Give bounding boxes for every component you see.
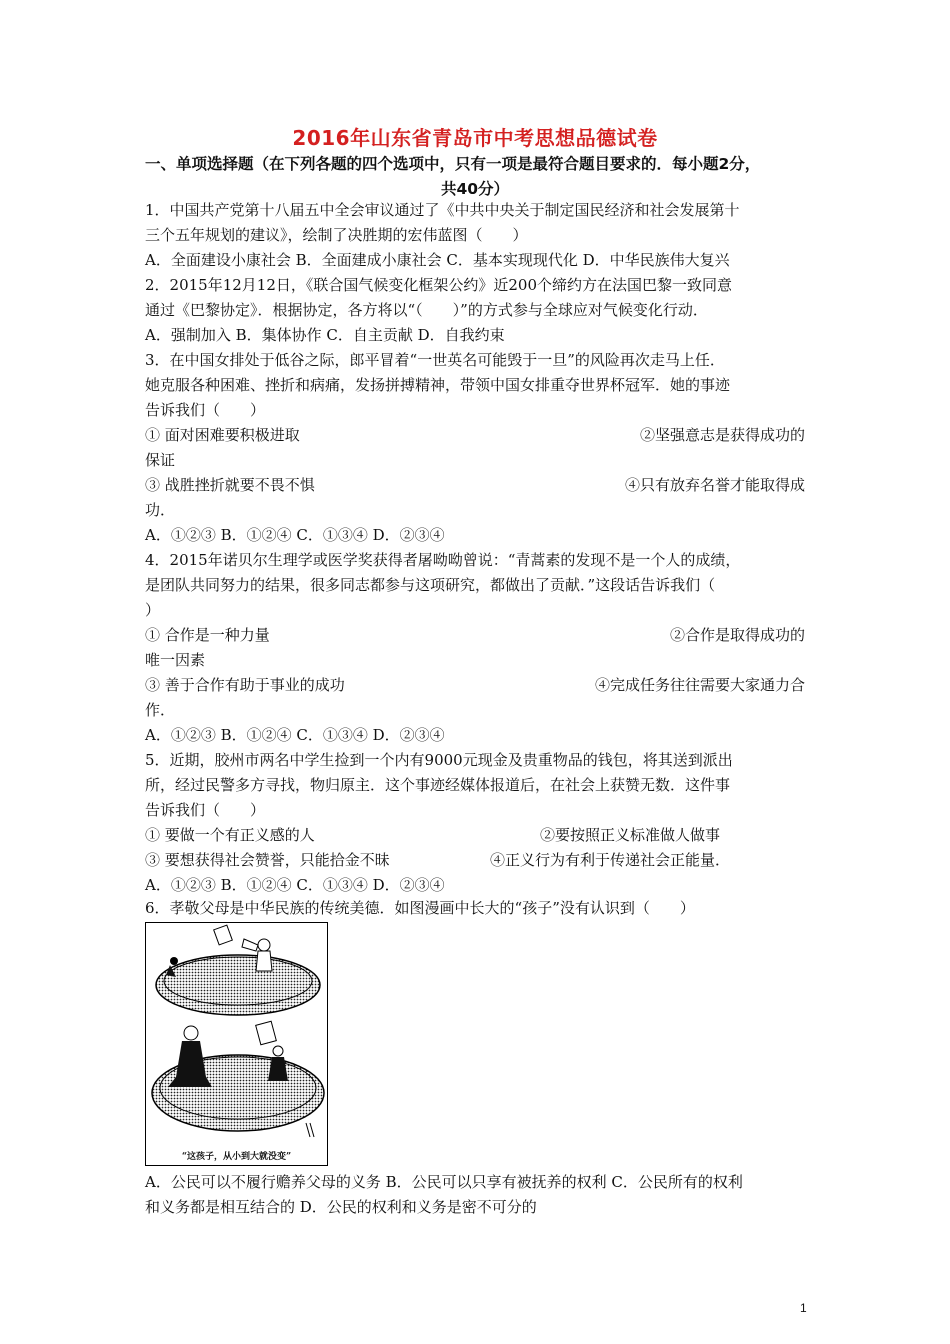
q3-statement-1: ① 面对困难要积极进取 — [145, 426, 300, 444]
page-title: 2016年山东省青岛市中考思想品德试卷 — [292, 126, 658, 150]
q3-stem-line3: 告诉我们（ ） — [145, 401, 266, 419]
q6-options-line1: A．公民可以不履行赡养父母的义务 B．公民可以只享有被抚养的权利 C．公民所有的权利 — [145, 1173, 743, 1191]
q4-statement-4: ④完成任务往往需要大家通力合 — [594, 676, 805, 694]
q3-options: A．①②③ B．①②④ C．①③④ D．②③④ — [145, 526, 445, 544]
q2-stem-line1: 2．2015年12月12日，《联合国气候变化框架公约》近200个缔约方在法国巴黎一致同意 — [145, 276, 733, 294]
q4-statement-4-cont: 作． — [145, 701, 176, 719]
q4-statement-2-cont: 唯一因素 — [145, 651, 206, 669]
q6-stem-line1: 6．孝敬父母是中华民族的传统美德．如图漫画中长大的“孩子”没有认识到（ ） — [145, 899, 695, 917]
q4-options: A．①②③ B．①②④ C．①③④ D．②③④ — [145, 726, 445, 744]
q5-stem-line1: 5．近期，胶州市两名中学生捡到一个内有9000元现金及贵重物品的钱包，将其送到派出 — [145, 751, 733, 769]
q3-statement-4-cont: 功． — [145, 501, 176, 519]
q3-statement-row1 — [145, 425, 805, 445]
q4-statement-1: ① 合作是一种力量 — [145, 626, 270, 644]
section-heading — [145, 152, 805, 202]
section-heading-line2: 共40分） — [440, 180, 510, 198]
section-heading-line1: 一、单项选择题（在下列各题的四个选项中，只有一项是最符合题目要求的．每小题2分， — [145, 155, 761, 173]
q4-statement-row2 — [145, 675, 805, 695]
q5-statement-1: ① 要做一个有正义感的人 — [145, 826, 315, 844]
q5-statement-4: ④正义行为有利于传递社会正能量． — [490, 851, 731, 869]
q6-options-line2: 和义务都是相互结合的 D．公民的权利和义务是密不可分的 — [145, 1198, 537, 1216]
cartoon-image — [145, 922, 328, 1166]
q3-statement-4: ④只有放弃名誉才能取得成 — [624, 476, 805, 494]
q3-statement-2-cont: 保证 — [145, 451, 176, 469]
q3-statement-2: ②坚强意志是获得成功的 — [639, 426, 805, 444]
q3-stem-line1: 3．在中国女排处于低谷之际，郎平冒着“一世英名可能毁于一旦”的风险再次走马上任． — [145, 351, 725, 369]
page-number: 1 — [800, 1301, 807, 1315]
q4-statement-row1 — [145, 625, 805, 645]
q3-statement-3: ③ 战胜挫折就要不畏不惧 — [145, 476, 315, 494]
q5-stem-line2: 所，经过民警多方寻找，物归原主．这个事迹经媒体报道后，在社会上获赞无数．这件事 — [145, 776, 731, 794]
q5-stem-line3: 告诉我们（ ） — [145, 801, 266, 819]
q5-options: A．①②③ B．①②④ C．①③④ D．②③④ — [145, 876, 445, 894]
cartoon-drawing — [146, 923, 327, 1145]
q3-stem-line2: 她克服各种困难、挫折和病痛，发扬拼搏精神，带领中国女排重夺世界杯冠军．她的事迹 — [145, 376, 731, 394]
q2-stem-line2: 通过《巴黎协定》．根据协定，各方将以“（ ）”的方式参与全球应对气候变化行动． — [145, 301, 708, 319]
q3-statement-row2 — [145, 475, 805, 495]
q4-stem-line3: ） — [145, 601, 161, 619]
q4-stem-line2: 是团队共同努力的结果，很多同志都参与这项研究，都做出了贡献．”这段话告诉我们（ — [145, 576, 716, 594]
q4-stem-line1: 4．2015年诺贝尔生理学或医学奖获得者屠呦呦曾说：“青蒿素的发现不是一个人的成绩， — [145, 551, 741, 569]
cartoon-caption: “这孩子，从小到大就没变” — [181, 1152, 292, 1162]
q1-stem-line2: 三个五年规划的建议》，绘制了决胜期的宏伟蓝图（ ） — [145, 226, 528, 244]
q4-statement-3: ③ 善于合作有助于事业的成功 — [145, 676, 345, 694]
q1-options: A．全面建设小康社会 B．全面建成小康社会 C．基本实现现代化 D．中华民族伟大复兴 — [145, 251, 730, 269]
q1-stem-line1: 1．中国共产党第十八届五中全会审议通过了《中共中央关于制定国民经济和社会发展第十 — [145, 201, 740, 219]
q2-options: A．强制加入 B．集体协作 C．自主贡献 D．自我约束 — [145, 326, 505, 344]
q5-statement-3: ③ 要想获得社会赞誉，只能拾金不昧 — [145, 851, 390, 869]
q4-statement-2: ②合作是取得成功的 — [669, 626, 805, 644]
q5-statement-2: ②要按照正义标准做人做事 — [540, 826, 721, 844]
